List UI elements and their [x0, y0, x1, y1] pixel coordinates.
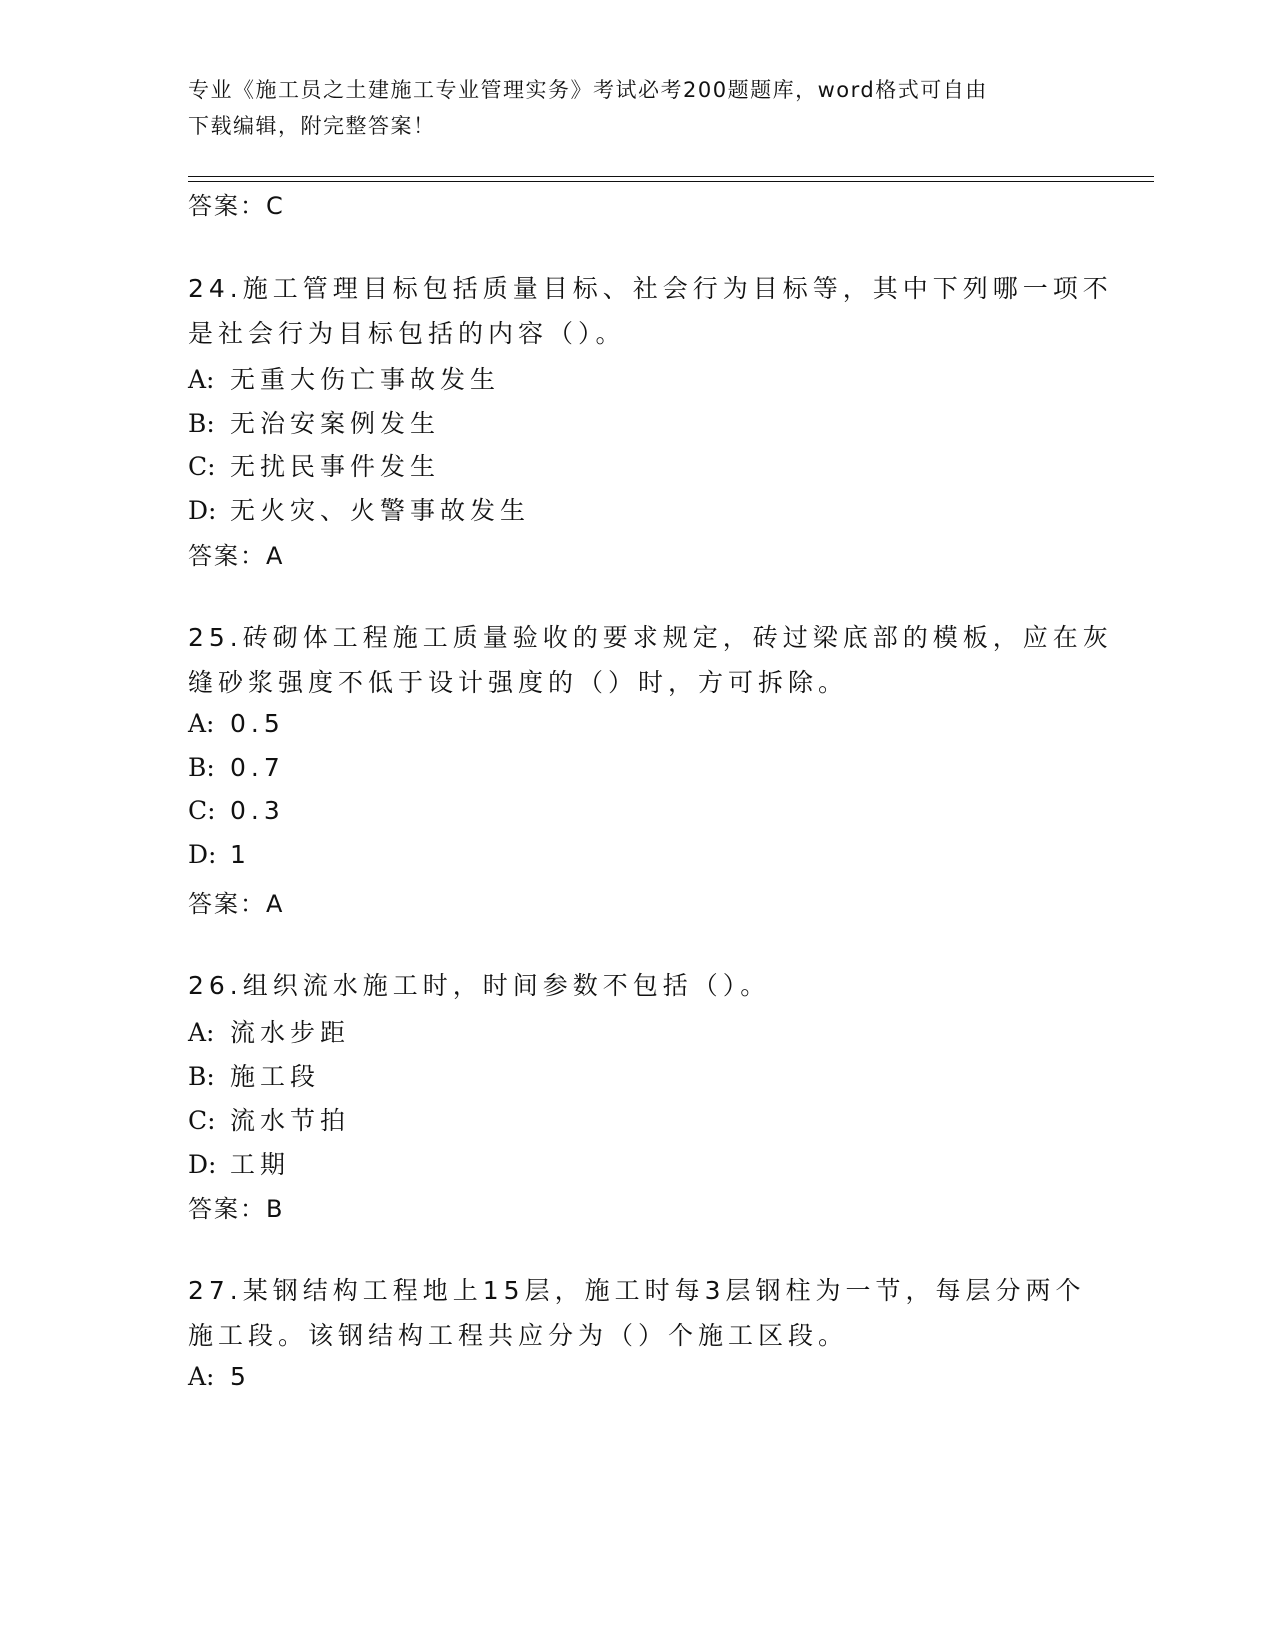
option-a	[188, 709, 285, 738]
question-24	[188, 266, 1113, 356]
option-text: 无重大伤亡事故发生	[230, 365, 501, 394]
option-text: 1	[230, 840, 251, 869]
option-text: 0.3	[230, 796, 285, 825]
header-line-1: 专业《施工员之土建施工专业管理实务》考试必考200题题库，word格式可自由	[188, 78, 988, 102]
option-letter: A:	[188, 709, 215, 738]
answer-q24: 答案：A	[188, 542, 285, 570]
option-c	[188, 1101, 350, 1137]
header-divider-top	[188, 176, 1154, 177]
option-text: 流水步距	[230, 1018, 351, 1047]
question-text-line: 25.砖砌体工程施工质量验收的要求规定，砖过梁底部的模板，应在灰	[188, 623, 1113, 652]
option-text: 工期	[230, 1150, 291, 1179]
option-letter: A:	[188, 365, 215, 394]
option-letter: D:	[188, 496, 217, 525]
question-text-line: 24.施工管理目标包括质量目标、社会行为目标等，其中下列哪一项不	[188, 274, 1113, 303]
option-letter: C:	[188, 452, 216, 481]
option-text: 施工段	[230, 1062, 321, 1091]
question-25	[188, 615, 1113, 705]
option-c	[188, 796, 285, 825]
option-letter: C:	[188, 796, 216, 825]
answer-q26: 答案：B	[188, 1195, 285, 1223]
question-26	[188, 963, 1088, 1008]
option-letter: A:	[188, 1018, 215, 1047]
option-text: 无火灾、火警事故发生	[230, 496, 531, 525]
option-letter: A:	[188, 1362, 215, 1391]
option-b	[188, 1057, 320, 1093]
document-header	[188, 72, 1088, 144]
option-letter: C:	[188, 1106, 216, 1135]
question-text-line: 是社会行为目标包括的内容（）。	[188, 319, 626, 348]
option-c	[188, 447, 440, 483]
question-text-line: 缝砂浆强度不低于设计强度的（）时，方可拆除。	[188, 668, 849, 697]
question-text-line: 施工段。该钢结构工程共应分为（）个施工区段。	[188, 1321, 849, 1350]
option-d	[188, 1145, 290, 1181]
option-text: 0.5	[230, 709, 285, 738]
option-letter: D:	[188, 1150, 217, 1179]
question-text-line: 27.某钢结构工程地上15层，施工时每3层钢柱为一节，每层分两个	[188, 1276, 1086, 1305]
option-letter: D:	[188, 840, 217, 869]
question-text-line: 26.组织流水施工时，时间参数不包括（）。	[188, 971, 771, 1000]
option-d	[188, 491, 530, 527]
option-letter: B:	[188, 1062, 215, 1091]
header-line-2: 下载编辑，附完整答案！	[188, 114, 436, 138]
option-d	[188, 840, 251, 869]
option-a	[188, 1362, 251, 1391]
option-text: 5	[230, 1362, 251, 1391]
option-text: 流水节拍	[230, 1106, 351, 1135]
option-letter: B:	[188, 753, 215, 782]
option-text: 无治安案例发生	[230, 409, 441, 438]
option-a	[188, 1013, 350, 1049]
option-text: 0.7	[230, 753, 285, 782]
option-b	[188, 404, 440, 440]
question-27	[188, 1268, 1088, 1358]
option-text: 无扰民事件发生	[230, 452, 441, 481]
header-divider-bottom	[188, 181, 1154, 182]
option-b	[188, 753, 285, 782]
answer-q25: 答案：A	[188, 890, 285, 918]
option-letter: B:	[188, 409, 215, 438]
option-a	[188, 360, 500, 396]
answer-q23: 答案：C	[188, 192, 285, 220]
